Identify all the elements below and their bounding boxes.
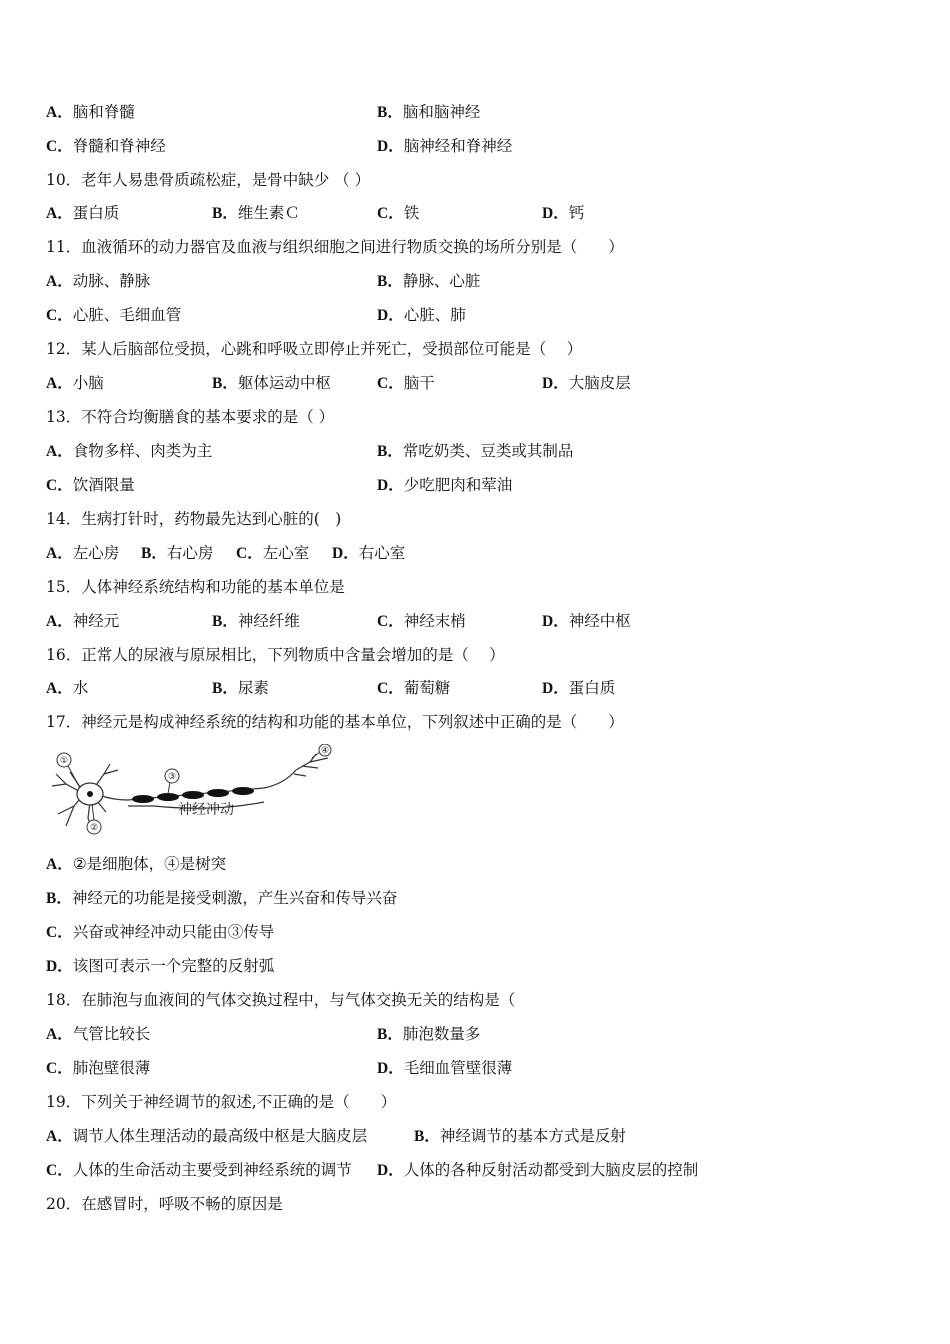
option-d[interactable]: D．该图可表示一个完整的反射弧 [46,957,275,975]
option-c[interactable]: C．左心室 [236,544,310,562]
option-c[interactable]: C．兴奋或神经冲动只能由③传导 [46,923,275,941]
option-a[interactable]: A．气管比较长 [46,1025,151,1043]
option-c[interactable]: C．葡萄糖 [377,679,451,697]
option-a[interactable]: A．蛋白质 [46,204,120,222]
option-c[interactable]: C．心脏、毛细血管 [46,306,182,324]
option-c[interactable]: C．脑干 [377,374,435,392]
option-b[interactable]: B．神经调节的基本方式是反射 [414,1127,626,1145]
question-11-stem: 11．血液循环的动力器官及血液与组织细胞之间进行物质交换的场所分别是（ ） [46,238,624,256]
option-a[interactable]: A．食物多样、肉类为主 [46,442,213,460]
option-d[interactable]: D．神经中枢 [542,612,631,630]
option-c[interactable]: C．铁 [377,204,420,222]
label-4: ④ [320,746,330,756]
option-c[interactable]: C．饮酒限量 [46,476,135,494]
neuron-diagram [44,744,344,836]
option-d[interactable]: D．钙 [542,204,585,222]
question-14-stem: 14．生病打针时，药物最先达到心脏的( ) [46,510,342,528]
question-18-stem: 18．在肺泡与血液间的气体交换过程中，与气体交换无关的结构是（ [46,991,516,1009]
option-d[interactable]: D．心脏、肺 [377,306,466,324]
option-b[interactable]: B．肺泡数量多 [377,1025,481,1043]
option-a[interactable]: A．水 [46,679,89,697]
option-b[interactable]: B．常吃奶类、豆类或其制品 [377,442,574,460]
option-b[interactable]: B．神经元的功能是接受刺激，产生兴奋和传导兴奋 [46,889,398,907]
option-b[interactable]: B．躯体运动中枢 [212,374,331,392]
option-a[interactable]: A．小脑 [46,374,104,392]
option-a[interactable]: A．动脉、静脉 [46,272,151,290]
option-b[interactable]: B．脑和脑神经 [377,103,481,121]
option-c[interactable]: C．肺泡壁很薄 [46,1059,151,1077]
option-c[interactable]: C．神经末梢 [377,612,466,630]
option-b[interactable]: B．静脉、心脏 [377,272,481,290]
option-d[interactable]: D．脑神经和脊神经 [377,137,513,155]
option-a[interactable]: A．脑和脊髓 [46,103,135,121]
option-b[interactable]: B．维生素Ｃ [212,204,300,222]
option-d[interactable]: D．少吃肥肉和荤油 [377,476,513,494]
question-15-stem: 15．人体神经系统结构和功能的基本单位是 [46,578,345,596]
label-1: ① [59,756,69,766]
option-a[interactable]: A．调节人体生理活动的最高级中枢是大脑皮层 [46,1127,368,1145]
question-19-stem: 19．下列关于神经调节的叙述,不正确的是（ ） [46,1093,397,1111]
option-c[interactable]: C．脊髓和脊神经 [46,137,166,155]
option-d[interactable]: D．右心室 [332,544,406,562]
question-20-stem: 20．在感冒时，呼吸不畅的原因是 [46,1195,283,1213]
option-d[interactable]: D．毛细血管壁很薄 [377,1059,513,1077]
option-b[interactable]: B．神经纤维 [212,612,300,630]
question-12-stem: 12．某人后脑部位受损，心跳和呼吸立即停止并死亡，受损部位可能是（ ） [46,340,583,358]
option-a[interactable]: A．左心房 [46,544,120,562]
label-2: ② [89,823,99,833]
option-c[interactable]: C．人体的生命活动主要受到神经系统的调节 [46,1161,352,1179]
question-13-stem: 13．不符合均衡膳食的基本要求的是（ ） [46,408,335,426]
option-a[interactable]: A．②是细胞体，④是树突 [46,855,227,873]
option-a[interactable]: A．神经元 [46,612,120,630]
option-b[interactable]: B．右心房 [141,544,214,562]
question-17-stem: 17．神经元是构成神经系统的结构和功能的基本单位，下列叙述中正确的是（ ） [46,713,624,731]
figure-caption: 神经冲动 [178,802,234,818]
option-d[interactable]: D．人体的各种反射活动都受到大脑皮层的控制 [377,1161,699,1179]
option-d[interactable]: D．蛋白质 [542,679,616,697]
label-3: ③ [167,772,177,782]
option-d[interactable]: D．大脑皮层 [542,374,631,392]
question-16-stem: 16．正常人的尿液与原尿相比，下列物质中含量会增加的是（ ） [46,646,505,664]
option-b[interactable]: B．尿素 [212,679,269,697]
question-10-stem: 10．老年人易患骨质疏松症，是骨中缺少 （ ） [46,171,371,189]
